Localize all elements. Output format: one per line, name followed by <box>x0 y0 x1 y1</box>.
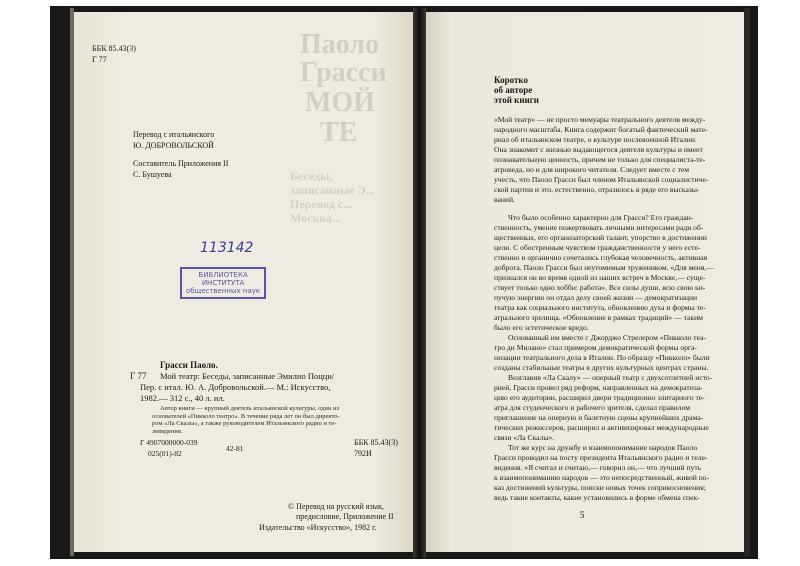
text-line: ственно и органично сочетались глубокая человечность, активная <box>494 253 708 262</box>
text-line: атроведа, но и для широкого читателя. Следует вместе с тем <box>494 165 690 174</box>
text-line: доброта. Паоло Грасси был неутомимым тружеником. «Для меня,— <box>494 263 714 272</box>
text-line: тических режиссеров, расширил и активизировал международные <box>494 423 709 432</box>
page-block-edge-right <box>744 8 750 556</box>
text-line: каз достижений культуры, поиски новых точек соприкосновения; <box>494 483 706 492</box>
handwritten-inventory-number: 113142 <box>200 240 254 256</box>
text-line: связи «Ла Скалы». <box>494 433 555 442</box>
show-through-sub-3: Перевод с... <box>290 197 353 211</box>
copyright-line-3: Издательство «Искусство», 1982 г. <box>259 523 377 532</box>
text-line: цели. С обостренным чувством гражданственности у него есте- <box>494 243 701 252</box>
text-line: Она знакомит с жизнью выдающегося деятеля культуры и имеет <box>494 145 703 154</box>
annotation-line-2: основателей «Пикколо театро». В течение ряда лет он был директо- <box>152 412 340 420</box>
text-line: видения. «Я считал и считаю,— говорил он,— что лучший путь <box>494 463 702 472</box>
translator-name: Ю. ДОБРОВОЛЬСКОЙ <box>133 141 214 150</box>
text-line: созданы стабильные театры в других культурных центрах страны. <box>494 363 709 372</box>
stamp-line-1: БИБЛИОТЕКА <box>198 271 248 279</box>
text-line: Возглавив «Ла Скалу» — оперный театр с двухсотлетней исто- <box>508 373 713 382</box>
text-line: народного масштаба. Книга содержит богатый фактический мате- <box>494 125 708 134</box>
catalog-author: Грасси Паоло. <box>160 360 218 370</box>
compiler-name: С. Бушуева <box>133 170 172 179</box>
text-line: атра для студенческого и рабочего зрителя, сделал правилом <box>494 403 691 412</box>
text-line: было его эстетическое кредо. <box>494 323 589 332</box>
catalog-code: Г 77 <box>130 371 147 381</box>
show-through-title-2: Грасси <box>300 57 387 88</box>
catalog-line-3: 1982.— 312 с., 40 л. ил. <box>140 393 225 403</box>
text-line: «Мой театр» — не просто мемуары театрального деятеля между- <box>494 115 706 124</box>
index-line-1: Г 4907000000-039 <box>140 438 198 447</box>
show-through-title-4: ТЕ <box>320 117 358 148</box>
stamp-line-3: общественных наук <box>186 287 261 295</box>
text-line: театра как социального института, обновлению духа и формы те- <box>494 303 706 312</box>
library-stamp <box>180 267 266 299</box>
udc-code: 792И <box>354 449 372 458</box>
show-through-title-3: МОЙ <box>305 87 375 118</box>
bbk-code: ББК 85.43(3) <box>92 44 136 53</box>
copyright-line-1: © Перевод на русский язык, <box>288 502 384 511</box>
text-line: пучую энергию он отдал делу своей жизни — демократизации <box>494 293 698 302</box>
annotation-line-3: ром «Ла Скалы», а также руководителем Итальянского радио и те- <box>152 420 337 427</box>
annotation-line-4: левидения. <box>152 427 183 435</box>
text-line: тро ди Милано» стал примером демократической формы орга- <box>494 343 697 352</box>
about-author-heading-1: Коротко <box>494 75 528 85</box>
text-line: щественных, его организаторский талант, упорство в достижении <box>494 233 707 242</box>
catalog-line-1: Мой театр: Беседы, записанные Эмилио Поцци/ <box>160 371 335 381</box>
about-author-heading-3: этой книги <box>494 95 539 105</box>
text-line: ваний. <box>494 195 515 204</box>
text-line: Грасси проводил на посту президента Итальянского радио и теле- <box>494 453 708 462</box>
text-line: познавательную ценность, причем не только для специалиста-те- <box>494 155 706 164</box>
text-line: признался он во время одной из наших встреч в Москве,— суще- <box>494 273 706 282</box>
show-through-sub-4: Москва... <box>290 211 341 225</box>
text-line: цию его аудитории, расширил двери традиционно элитарного те- <box>494 393 705 402</box>
text-line: к взаимопониманию народов — это непосредственный, живой по- <box>494 473 710 482</box>
translation-credit: Перевод с итальянского <box>133 130 215 139</box>
text-line: Что было особенно характерно для Грасси? Его граждан- <box>508 213 694 222</box>
annotation-line-1: Автор книги — крупный деятель итальянской культуры, один из <box>160 405 340 412</box>
text-line: ствует только одно хобби: работа». Все силы души, всю свою ки- <box>494 283 706 292</box>
text-line: ственность, умение пожертвовать личными интересами ради об- <box>494 223 704 232</box>
text-line: рией, Грасси провел ряд реформ, направленных на демократиза- <box>494 383 703 392</box>
text-line: ведь такие контакты, какие установились в форме обмена спек- <box>494 493 700 502</box>
bbk-repeat: ББК 85.43(3) <box>354 438 398 447</box>
about-author-heading-2: об авторе <box>494 85 533 95</box>
index-mid: 42-81 <box>226 444 244 453</box>
text-line: риал об итальянском театре, о культуре послевоенной Италии. <box>494 135 697 144</box>
text-line: Тот же курс на дружбу и взаимопонимание народов Паоло <box>508 443 698 452</box>
text-line: приглашение на оперную и балетную сцены крупнейших драма- <box>494 413 704 422</box>
book-spine <box>413 8 426 558</box>
appendix-credit: Составитель Приложения II <box>133 159 229 168</box>
text-line: учесть, что Паоло Грасси был членом Итальянской социалистиче- <box>494 175 709 184</box>
show-through-sub-2: записанные Э... <box>290 183 375 197</box>
text-line: ской партии и это, естественно, отразилось в ряде его высказы- <box>494 185 700 194</box>
author-sign: Г 77 <box>92 55 107 64</box>
show-through-sub-1: Беседы, <box>290 169 333 183</box>
page-number: 5 <box>580 510 585 520</box>
show-through-title-1: Паоло <box>300 29 380 60</box>
text-line: низации театрального дела в Италии. По образцу «Пикколо» были <box>494 353 710 362</box>
catalog-line-2: Пер. с итал. Ю. А. Добровольской.— М.: Искусство, <box>140 382 331 392</box>
index-line-2: 025(01)-82 <box>148 449 182 458</box>
text-line: атрального зрелища. «Обновление в рамках традиций» — таким <box>494 313 703 322</box>
copyright-line-2: предисловие, Приложение II <box>296 512 394 521</box>
stamp-line-2: ИНСТИТУТА <box>201 279 245 287</box>
text-line: Основанный им вместе с Джорджо Стрелером «Пикколо теа- <box>508 333 706 342</box>
